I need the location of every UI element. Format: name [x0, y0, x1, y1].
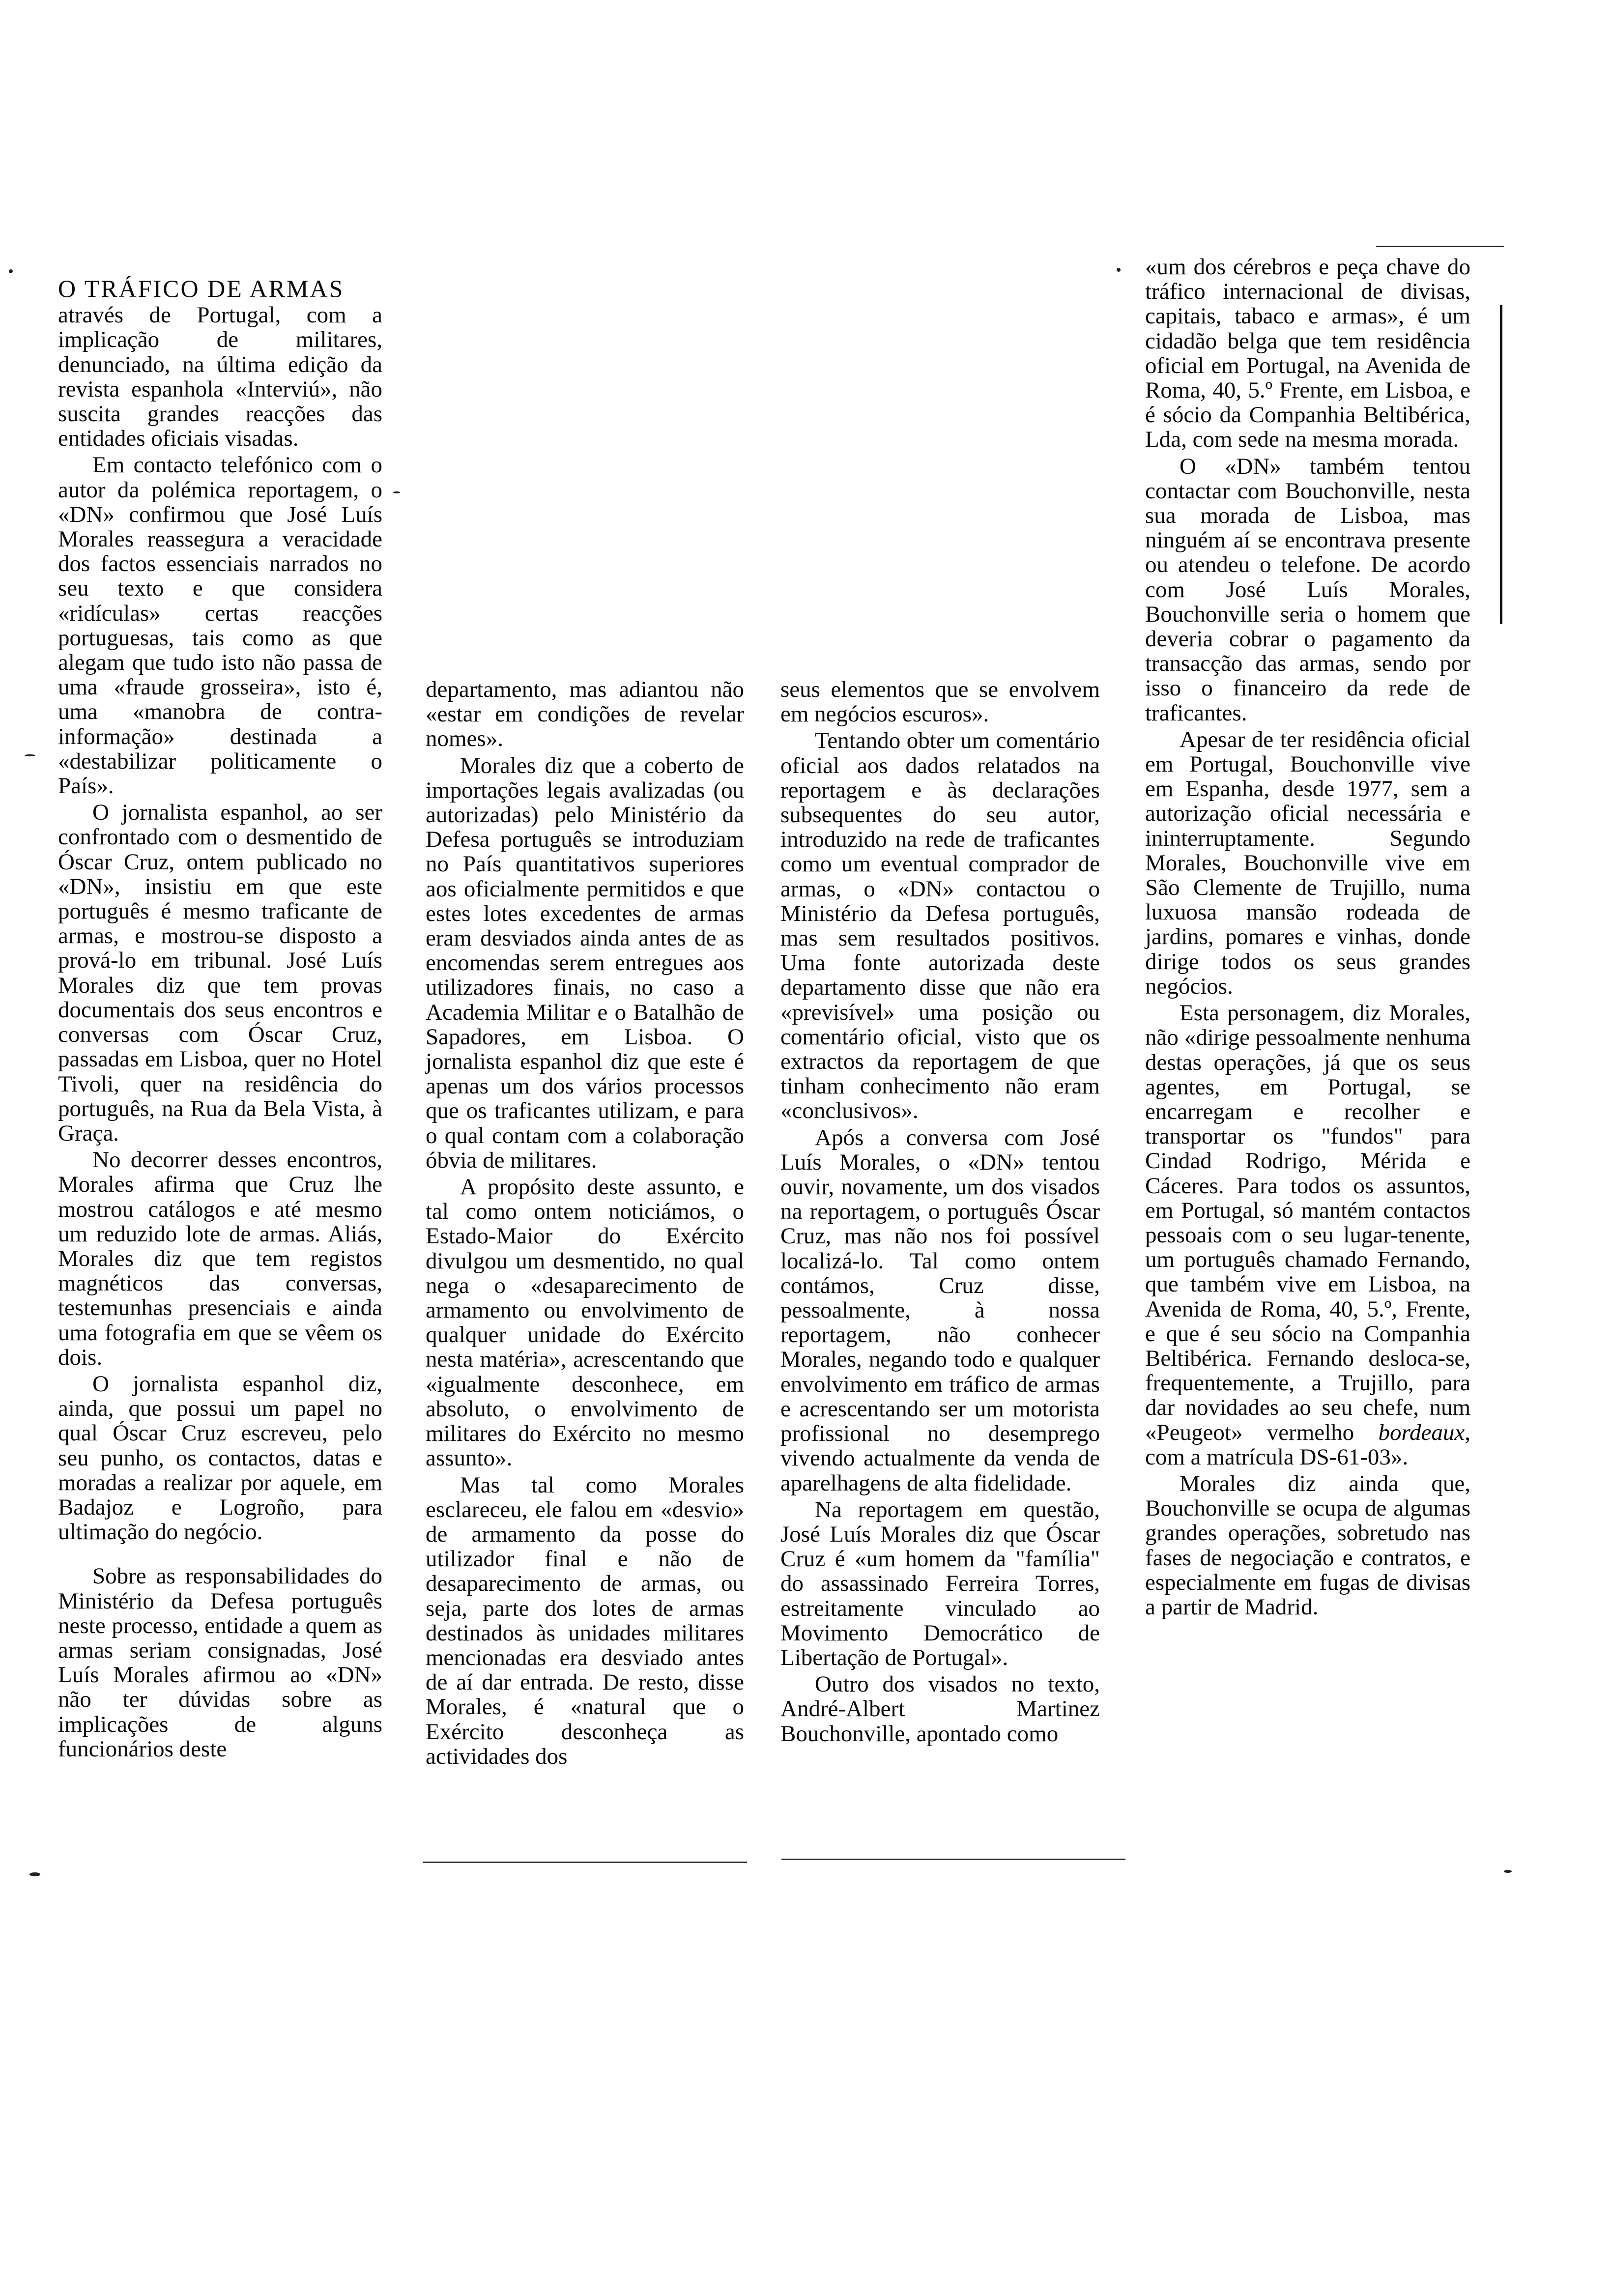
paragraph: Sobre as responsabilidades do Ministério da Defesa português neste processo, entidade a quem as armas seriam consignadas, José Luís Morales afirmou ao «DN» não ter dúvidas sobre as implicações de alguns funcionários deste — [58, 1563, 382, 1762]
paragraph: Após a conversa com José Luís Morales, o «DN» tentou ouvir, novamente, um dos visados na reportagem, o português Óscar Cruz, mas não nos foi possível localizá-lo. Tal como ontem contámos, Cruz disse, pessoalmente, à nossa reportagem, não conhecer Morales, negando todo e qualquer envolvimento em tráfico de armas e acrescentando ser um motorista profissional no desemprego vivendo actualmente da venda de aparelhagens de alta fidelidade. — [780, 1124, 1100, 1496]
paragraph — [1145, 1001, 1470, 1469]
italic-term: bordeaux — [1378, 1419, 1465, 1445]
paragraph-text: , com a matrícula DS-61-03». — [1145, 1419, 1470, 1470]
scan-speck — [29, 1872, 40, 1876]
paragraph: O jornalista espanhol, ao ser confrontado com o desmentido de Óscar Cruz, ontem publicado no «DN», insistiu em que este português é mesmo traficante de armas, e mostrou-se disposto a prová-lo em tribunal. José Luís Morales diz que tem provas documentais dos seus encontros e conversas com Óscar Cruz, passadas em Lisboa, quer no Hotel Tivoli, quer na residência do português, na Rua da Bela Vista, à Graça. — [58, 800, 382, 1146]
scan-speck — [1117, 268, 1121, 272]
paragraph: Mas tal como Morales esclareceu, ele falou em «desvio» de armamento da posse do utilizador final e não de desaparecimento de armas, ou seja, parte dos lotes de armas destinados às unidades militares mencionadas era desviado antes de aí dar entrada. De resto, disse Morales, é «natural que o Exército desconheça as actividades dos — [426, 1472, 744, 1769]
column-bottom-rule — [423, 1862, 747, 1863]
article-column-3 — [780, 677, 1100, 1746]
paragraph: Na reportagem em questão, José Luís Morales diz que Óscar Cruz é «um homem da "família" do assassinado Ferreira Torres, estreitamente vinculado ao Movimento Democrático de Libertação de Portugal». — [780, 1496, 1100, 1670]
scan-speck — [25, 754, 35, 756]
paragraph: seus elementos que se envolvem em negócios escuros». — [780, 677, 1100, 727]
scan-edge-rule — [1500, 305, 1502, 624]
paragraph: O jornalista espanhol diz, ainda, que possui um papel no qual Óscar Cruz escreveu, pelo seu punho, os contactos, datas e moradas a realizar por aquele, em Badajoz e Logroño, para ultimação do negócio. — [58, 1371, 382, 1545]
paragraph: Tentando obter um comentário oficial aos dados relatados na reportagem e às declarações subsequentes do seu autor, introduzido na rede de traficantes como um eventual comprador de armas, o «DN» contactou o Ministério da Defesa português, mas sem resultados positivos. Uma fonte autorizada deste departamento disse que não era «previsível» uma posição ou comentário oficial, visto que os extractos da reportagem de que tinham conhecimento não eram «conclusivos». — [780, 728, 1100, 1124]
paragraph: Outro dos visados no texto, André-Albert Martinez Bouchonville, apontado como — [780, 1671, 1100, 1747]
paragraph: A propósito deste assunto, e tal como ontem noticiámos, o Estado-Maior do Exército divulgou um desmentido, no qual nega o «desaparecimento de armamento ou envolvimento de qualquer unidade do Exército nesta matéria», acrescentando que «igualmente desconhece, em absoluto, o envolvimento de militares do Exército no mesmo assunto». — [426, 1174, 744, 1471]
paragraph: O «DN» também tentou contactar com Bouchonville, nesta sua morada de Lisboa, mas ninguém aí se encontrava presente ou atendeu o telefone. De acordo com José Luís Morales, Bouchonville seria o homem que deveria cobrar o pagamento da transacção das armas, sendo por isso o financeiro da rede de traficantes. — [1145, 453, 1470, 726]
article-column-4 — [1145, 255, 1470, 1619]
scan-speck — [9, 269, 13, 273]
paragraph: No decorrer desses encontros, Morales afirma que Cruz lhe mostrou catálogos e até mesmo um reduzido lote de armas. Aliás, Morales diz que tem registos magnéticos das conversas, testemunhas presenciais e ainda uma fotografia em que se vêem os dois. — [58, 1147, 382, 1370]
paragraph: Apesar de ter residência oficial em Portugal, Bouchonville vive em Espanha, desde 1977, sem a autorização oficial necessária e ininterruptamente. Segundo Morales, Bouchonville vive em São Clemente de Trujillo, numa luxuosa mansão rodeada de jardins, pomares e vinhas, donde dirige todos os seus grandes negócios. — [1145, 726, 1470, 999]
paragraph: Morales diz ainda que, Bouchonville se ocupa de algumas grandes operações, sobretudo nas fases de negociação e contratos, e especialmente em fugas de divisas a partir de Madrid. — [1145, 1470, 1470, 1620]
paragraph: através de Portugal, com a implicação de militares, denunciado, na última edição da revista espanhola «Interviú», não suscita grandes reacções das entidades oficiais visadas. — [58, 302, 382, 452]
article-column-2 — [426, 677, 744, 1769]
headline: O TRÁFICO DE ARMAS — [58, 275, 345, 302]
paragraph: Morales diz que a coberto de importações legais avalizadas (ou autorizadas) pelo Ministério da Defesa português se introduziam no País quantitativos superiores aos oficialmente permitidos e que estes lotes excedentes de armas eram desviados ainda antes de as encomendas serem entregues aos utilizadores finais, no caso a Academia Militar e o Batalhão de Sapadores, em Lisboa. O jornalista espanhol diz que este é apenas um dos vários processos que os traficantes utilizam, e para o qual contam com a colaboração óbvia de militares. — [426, 752, 744, 1173]
paragraph: «um dos cérebros e peça chave do tráfico internacional de divisas, capitais, tabaco e armas», é um cidadão belga que tem residência oficial em Portugal, na Avenida de Roma, 40, 5.º Frente, em Lisboa, e é sócio da Companhia Beltibérica, Lda, com sede na mesma morada. — [1145, 254, 1470, 453]
scan-speck — [393, 491, 400, 493]
paragraph-text: Esta personagem, diz Morales, não «dirige pessoalmente nenhuma destas operações, já que os seus agentes, em Portugal, se encarregam e recolher e transportar os "fundos" para Cindad Rodrigo, Mérida e Cáceres. Para todos os assuntos, em Portugal, só mantém contactos pessoais com o seu lugar-tenente, um português chamado Fernando, que também vive em Lisboa, na Avenida de Roma, 40, 5.º, Frente, e que é seu sócio na Companhia Beltibérica. Fernando desloca-se, frequentemente, a Trujillo, para dar novidades ao seu chefe, num «Peugeot» vermelho — [1145, 1000, 1470, 1445]
paragraph: Em contacto telefónico com o autor da polémica reportagem, o «DN» confirmou que José Luís Morales reassegura a veracidade dos factos essenciais narrados no seu texto e que considera «ridículas» certas reacções portuguesas, tais como as que alegam que tudo isto não passa de uma «fraude grosseira», isto é, uma «manobra de contra-informação» destinada a «destabilizar politicamente o País». — [58, 452, 382, 799]
scan-edge-rule — [1376, 246, 1504, 247]
paragraph: departamento, mas adiantou não «estar em condições de revelar nomes». — [426, 677, 744, 752]
column-bottom-rule — [781, 1859, 1125, 1860]
scan-speck — [1504, 1870, 1512, 1873]
article-column-1 — [58, 276, 382, 1761]
